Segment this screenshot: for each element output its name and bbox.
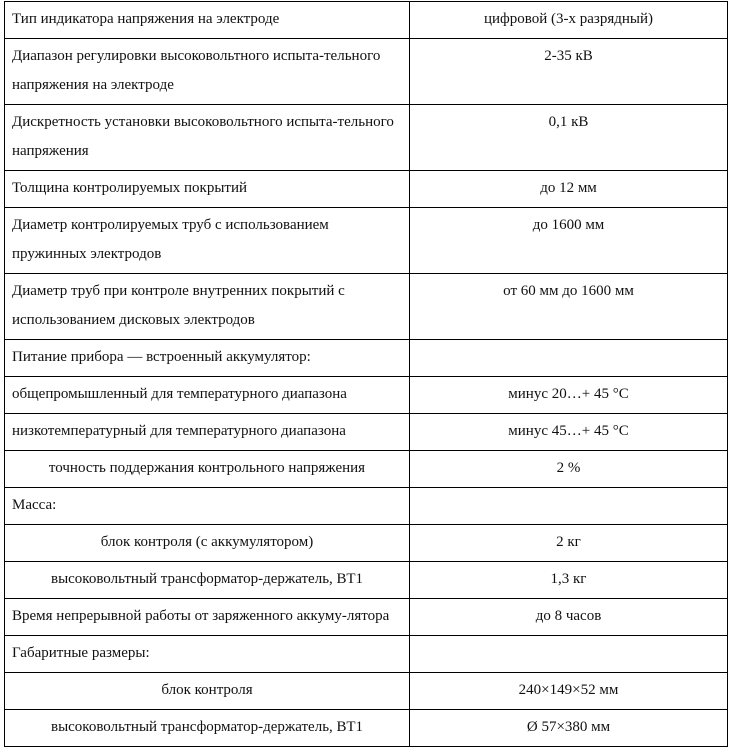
value-cell: до 12 мм: [410, 171, 728, 208]
parameter-cell: Диаметр труб при контроле внутренних покрытий с использованием дисковых электродов: [5, 274, 410, 340]
parameter-cell: блок контроля: [5, 673, 410, 710]
value-cell: 240×149×52 мм: [410, 673, 728, 710]
spec-table-body: [5, 2, 728, 747]
table-row: [5, 673, 728, 710]
value-cell: Ø 57×380 мм: [410, 710, 728, 747]
table-row: [5, 39, 728, 105]
table-row: [5, 105, 728, 171]
value-cell: минус 20…+ 45 °С: [410, 377, 728, 414]
parameter-cell: Диаметр контролируемых труб с использованием пружинных электродов: [5, 208, 410, 274]
parameter-cell: высоковольтный трансформатор-держатель, ВТ1: [5, 562, 410, 599]
table-row: [5, 710, 728, 747]
table-row: [5, 414, 728, 451]
parameter-cell: Тип индикатора напряжения на электроде: [5, 2, 410, 39]
parameter-cell: Толщина контролируемых покрытий: [5, 171, 410, 208]
table-row: [5, 340, 728, 377]
parameter-cell: Диапазон регулировки высоковольтного испыта-тельного напряжения на электроде: [5, 39, 410, 105]
table-row: [5, 171, 728, 208]
spec-table: [4, 1, 728, 747]
table-row: [5, 562, 728, 599]
value-cell: [410, 488, 728, 525]
value-cell: от 60 мм до 1600 мм: [410, 274, 728, 340]
value-cell: 1,3 кг: [410, 562, 728, 599]
parameter-cell: точность поддержания контрольного напряжения: [5, 451, 410, 488]
value-cell: [410, 636, 728, 673]
parameter-cell: высоковольтный трансформатор-держатель, ВТ1: [5, 710, 410, 747]
parameter-cell: общепромышленный для температурного диапазона: [5, 377, 410, 414]
table-row: [5, 636, 728, 673]
parameter-cell: Дискретность установки высоковольтного испыта-тельного напряжения: [5, 105, 410, 171]
value-cell: [410, 340, 728, 377]
value-cell: 2 кг: [410, 525, 728, 562]
parameter-cell: Время непрерывной работы от заряженного аккуму-лятора: [5, 599, 410, 636]
value-cell: 2 %: [410, 451, 728, 488]
value-cell: до 1600 мм: [410, 208, 728, 274]
table-row: [5, 274, 728, 340]
value-cell: цифровой (3-х разрядный): [410, 2, 728, 39]
value-cell: 2-35 кВ: [410, 39, 728, 105]
table-row: [5, 599, 728, 636]
parameter-cell: Питание прибора — встроенный аккумулятор:: [5, 340, 410, 377]
table-row: [5, 451, 728, 488]
table-row: [5, 377, 728, 414]
table-row: [5, 2, 728, 39]
parameter-cell: блок контроля (с аккумулятором): [5, 525, 410, 562]
table-row: [5, 525, 728, 562]
parameter-cell: Масса:: [5, 488, 410, 525]
parameter-cell: Габаритные размеры:: [5, 636, 410, 673]
value-cell: до 8 часов: [410, 599, 728, 636]
value-cell: 0,1 кВ: [410, 105, 728, 171]
table-row: [5, 488, 728, 525]
value-cell: минус 45…+ 45 °С: [410, 414, 728, 451]
table-row: [5, 208, 728, 274]
parameter-cell: низкотемпературный для температурного диапазона: [5, 414, 410, 451]
